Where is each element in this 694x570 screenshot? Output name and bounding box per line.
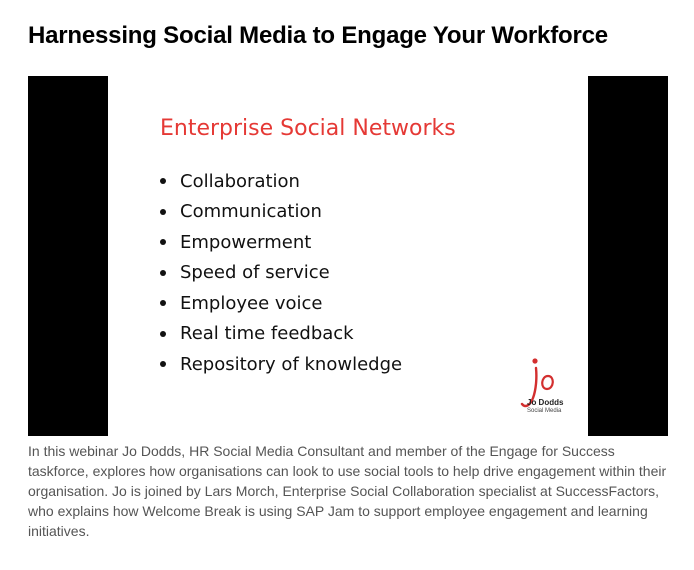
bullet-item — [160, 319, 402, 350]
bullet-dot-icon — [160, 300, 166, 306]
video-player[interactable] — [28, 76, 668, 436]
bullet-dot-icon — [160, 331, 166, 337]
bullet-text: Empowerment — [180, 231, 312, 253]
slide — [108, 76, 588, 436]
page-title: Harnessing Social Media to Engage Your Workforce — [28, 22, 608, 49]
bullet-dot-icon — [160, 270, 166, 276]
bullet-item — [160, 258, 402, 289]
bullet-text: Employee voice — [180, 292, 323, 314]
bullet-dot-icon — [160, 361, 166, 367]
jo-dodds-logo — [513, 356, 573, 428]
bullet-item — [160, 166, 402, 197]
bullet-dot-icon — [160, 178, 166, 184]
bullet-text: Collaboration — [180, 170, 300, 192]
bullet-text: Repository of knowledge — [180, 353, 403, 375]
jo-logo-mark-icon — [513, 356, 573, 428]
logo-name: Jo Dodds — [527, 398, 564, 407]
bullet-item — [160, 197, 402, 228]
slide-heading: Enterprise Social Networks — [160, 116, 456, 141]
bullet-list — [160, 166, 402, 380]
video-description: In this webinar Jo Dodds, HR Social Media Consultant and member of the Engage for Success taskforce, explores how organisations can look to use social tools to help drive engagement within their organisation. Jo is joined by Lars Morch, Enterprise Social Collaboration specialist at SuccessFactors, who explains how Welcome Break is using SAP Jam to support employee engagement and learning initiatives. — [28, 443, 667, 539]
bullet-text: Speed of service — [180, 262, 330, 284]
logo-subtitle: Social Media — [527, 408, 562, 414]
bullet-item — [160, 349, 402, 380]
bullet-text: Communication — [180, 201, 322, 223]
bullet-item — [160, 227, 402, 258]
bullet-dot-icon — [160, 209, 166, 215]
bullet-dot-icon — [160, 239, 166, 245]
bullet-item — [160, 288, 402, 319]
bullet-text: Real time feedback — [180, 323, 354, 345]
